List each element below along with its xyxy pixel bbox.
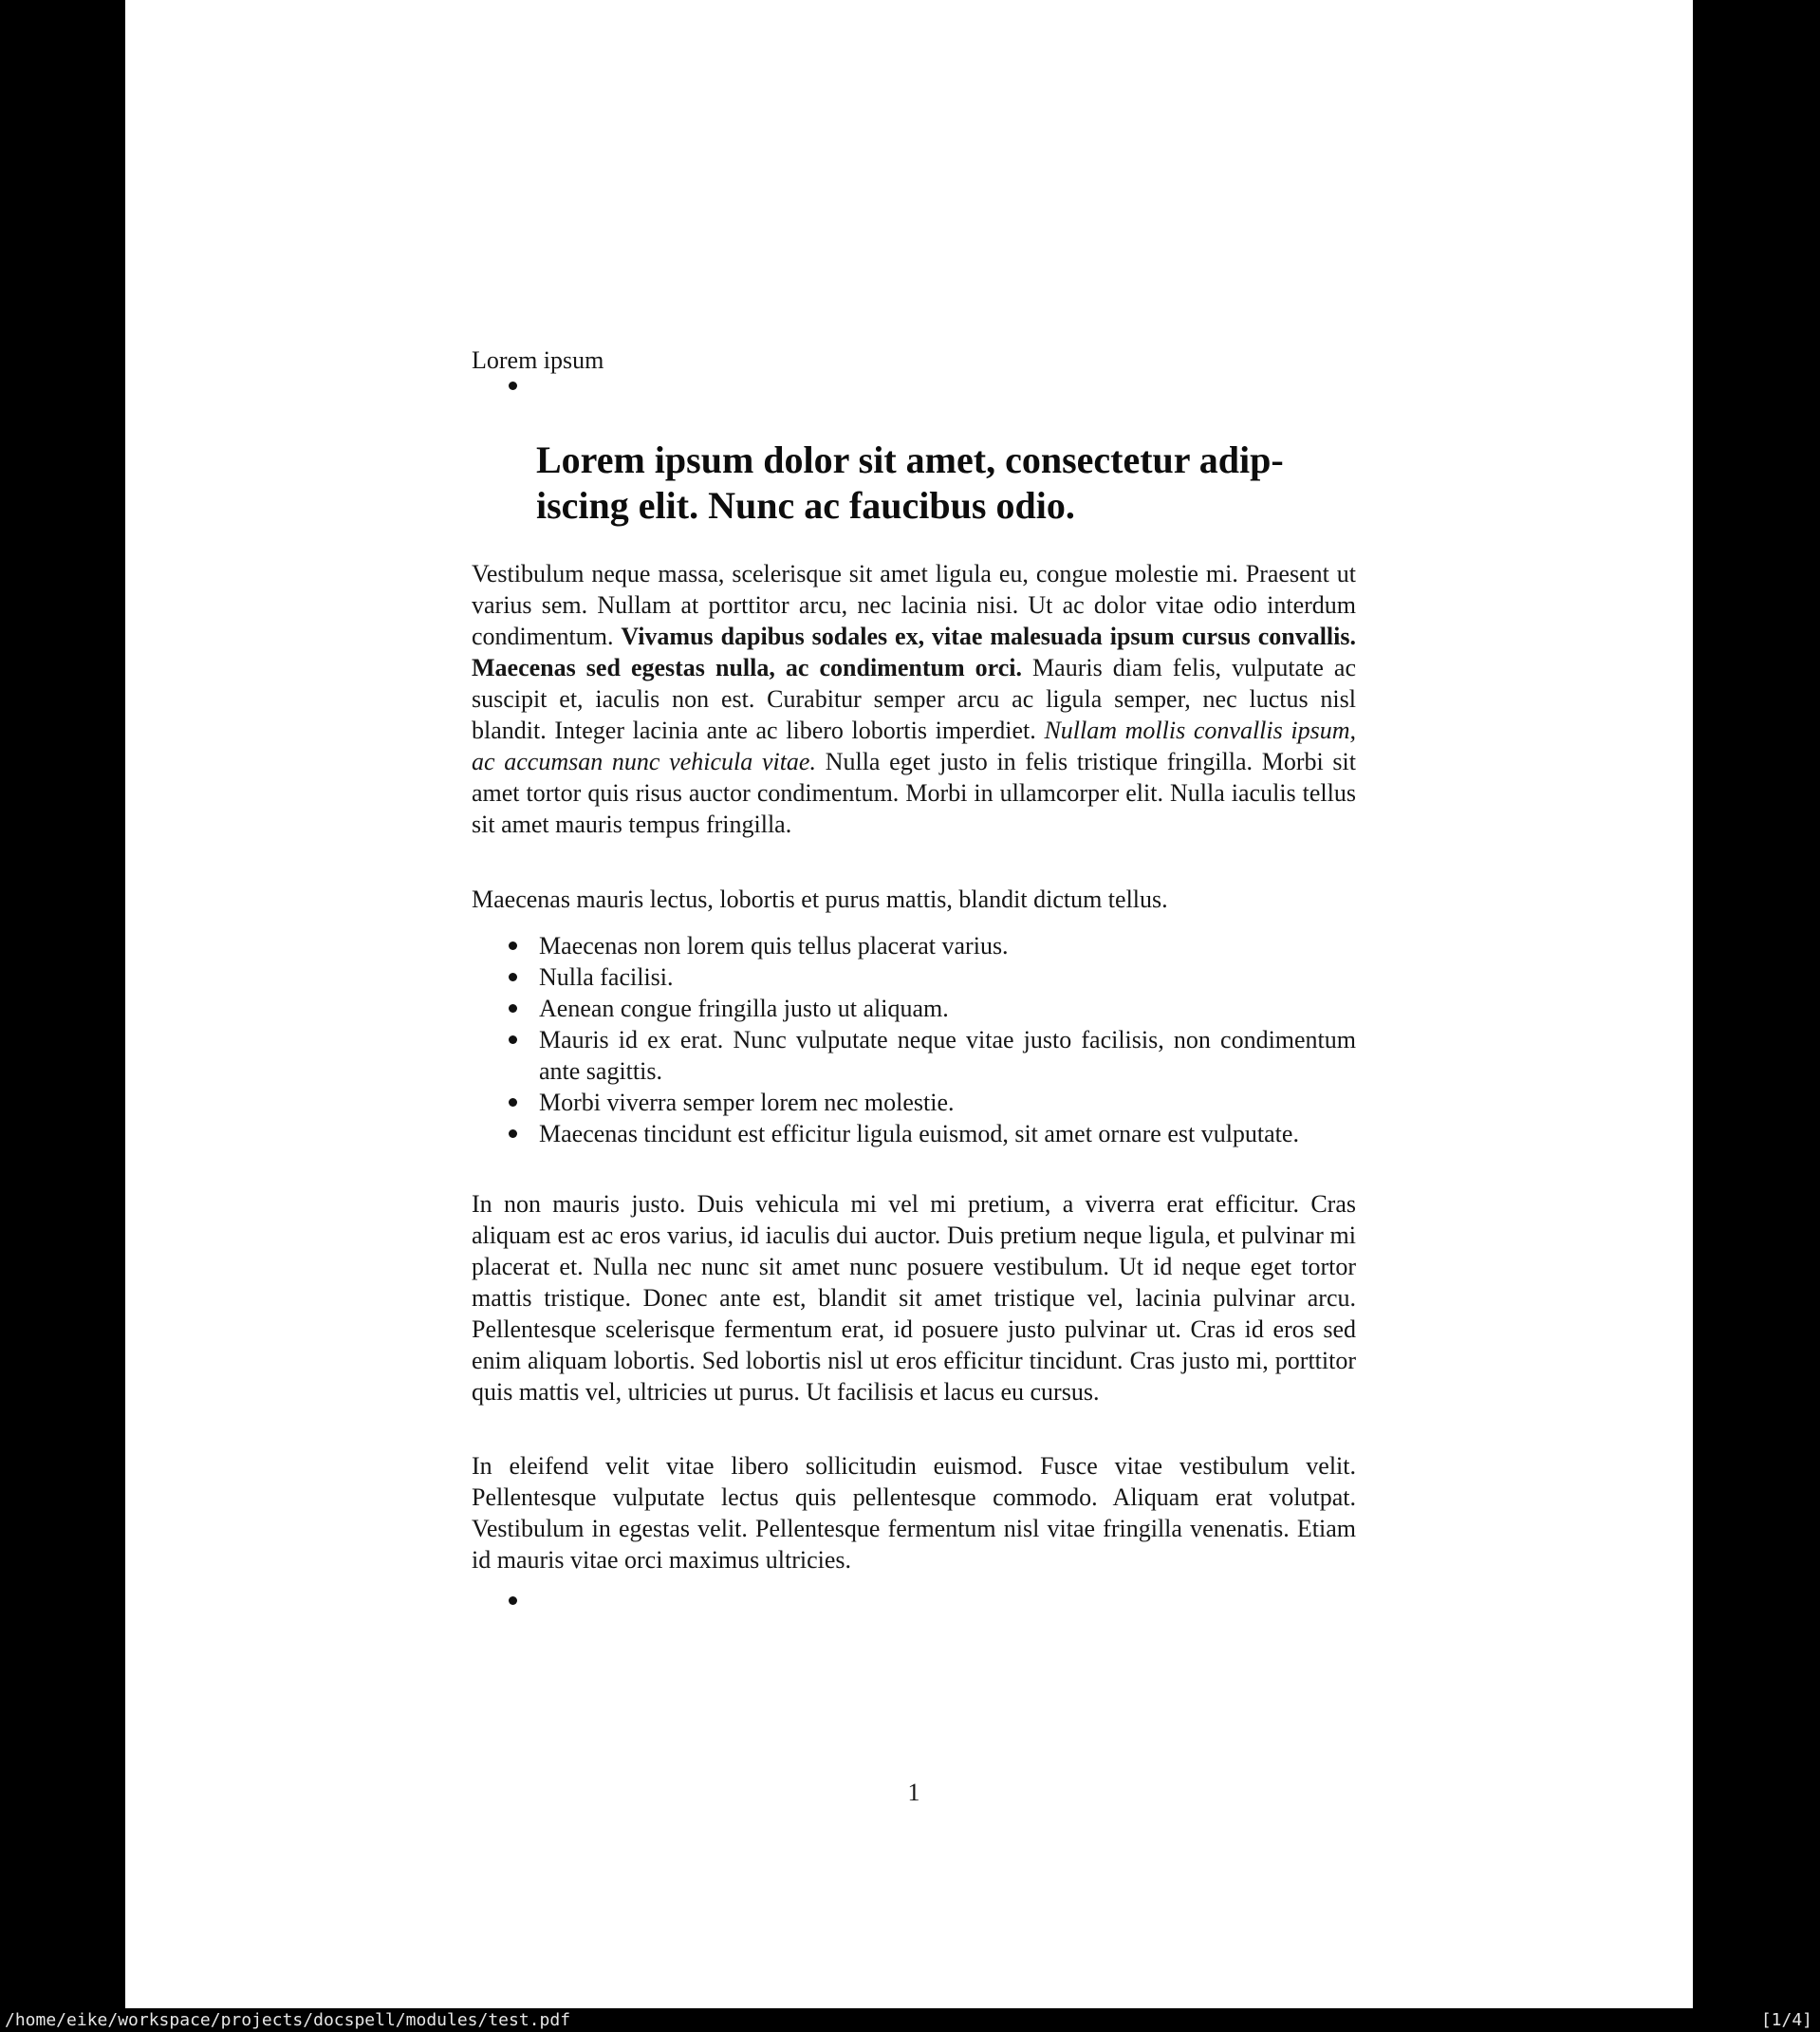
list-item-text: Aenean congue fringilla justo ut aliquam. — [539, 995, 949, 1022]
paragraph-4: In eleifend velit vitae libero sollicitudin euismod. Fusce vitae vestibulum velit. Pellentesque vulputate lectus quis pellentesque commodo. Aliquam erat volutpat. Vestibulum in egestas velit. Pellentesque fermentum nisl vitae fringilla venenatis. Etiam id mauris vitae orci maximus ultricies. — [472, 1452, 1356, 1574]
bullet-icon — [509, 1004, 517, 1013]
list-item — [472, 930, 1356, 961]
empty-bullet-item-2 — [472, 1585, 1356, 1616]
bullet-icon — [509, 1129, 517, 1138]
list-item-text: Nulla facilisi. — [539, 963, 674, 991]
list-item — [472, 1118, 1356, 1149]
bullet-icon — [509, 1596, 517, 1605]
bullet-icon — [509, 941, 517, 950]
status-bar — [0, 2008, 1820, 2032]
list-item — [472, 961, 1356, 993]
list-item-text: Maecenas non lorem quis tellus placerat varius. — [539, 932, 1009, 960]
bullet-list — [472, 930, 1356, 1149]
section-heading-line-2: iscing elit. Nunc ac faucibus odio. — [536, 484, 1075, 527]
section-heading — [536, 438, 1580, 529]
intro-text: Lorem ipsum — [472, 346, 604, 374]
list-item — [472, 1024, 1356, 1087]
file-path: /home/eike/workspace/projects/docspell/modules/test.pdf — [5, 2010, 571, 2030]
bullet-icon — [509, 1035, 517, 1044]
list-item-text: Mauris id ex erat. Nunc vulputate neque vitae justo facilisis, non condimentum ante sagittis. — [539, 1026, 1356, 1085]
document-page[interactable] — [125, 0, 1693, 2008]
paragraph-3: In non mauris justo. Duis vehicula mi vel mi pretium, a viverra erat efficitur. Cras aliquam est ac eros varius, id iaculis dui auctor. Duis pretium neque ligula, et pulvinar mi placerat et. Nulla nec nunc sit amet nunc posuere vestibulum. Ut id neque eget tortor mattis tristique. Donec ante est, blandit sit amet tristique vel, lacinia pulvinar arcu. Pellentesque scelerisque fermentum erat, id posuere justo pulvinar ut. Cras id eros sed enim aliquam lobortis. Sed lobortis nisl ut eros efficitur tincidunt. Cras justo mi, porttitor quis mattis vel, ultricies ut purus. Ut facilisis et lacus eu cursus. — [472, 1190, 1356, 1406]
page-number: 1 — [907, 1779, 920, 1806]
paragraph-1: Vestibulum neque massa, scelerisque sit amet ligula eu, congue molestie mi. Praesent ut varius sem. Nullam at porttitor arcu, nec lacinia nisi. Ut ac dolor vitae odio interdum condimentum. Vivamus dapibus sodales ex, vitae malesuada ipsum cursus convallis. Maecenas sed egestas nulla, ac condimentum orci. Mauris diam felis, vulputate ac suscipit et, iaculis non est. Curabitur semper arcu ac ligula semper, nec luctus nisl blandit. Integer lacinia ante ac libero lobortis imperdiet. Nullam mollis convallis ipsum, ac accumsan nunc vehicula vitae. Nulla eget justo in felis tristique fringilla. Morbi sit amet tortor quis risus auctor condimentum. Morbi in ullamcorper elit. Nulla iaculis tellus sit amet mauris tempus fringilla. — [472, 560, 1357, 838]
bullet-icon — [509, 973, 517, 981]
list-item — [472, 1087, 1356, 1118]
paragraph-2: Maecenas mauris lectus, lobortis et purus mattis, blandit dictum tellus. — [472, 886, 1168, 913]
list-item-text: Maecenas tincidunt est efficitur ligula euismod, sit amet ornare est vulputate. — [539, 1120, 1299, 1147]
section-heading-line-1: Lorem ipsum dolor sit amet, consectetur adip- — [536, 438, 1284, 481]
page-indicator: [1/4] — [1760, 2010, 1812, 2030]
bullet-icon — [509, 382, 517, 390]
bullet-icon — [509, 1098, 517, 1107]
list-item — [472, 993, 1356, 1024]
empty-bullet-item-1 — [472, 370, 1356, 401]
list-item-text: Morbi viverra semper lorem nec molestie. — [539, 1089, 955, 1116]
